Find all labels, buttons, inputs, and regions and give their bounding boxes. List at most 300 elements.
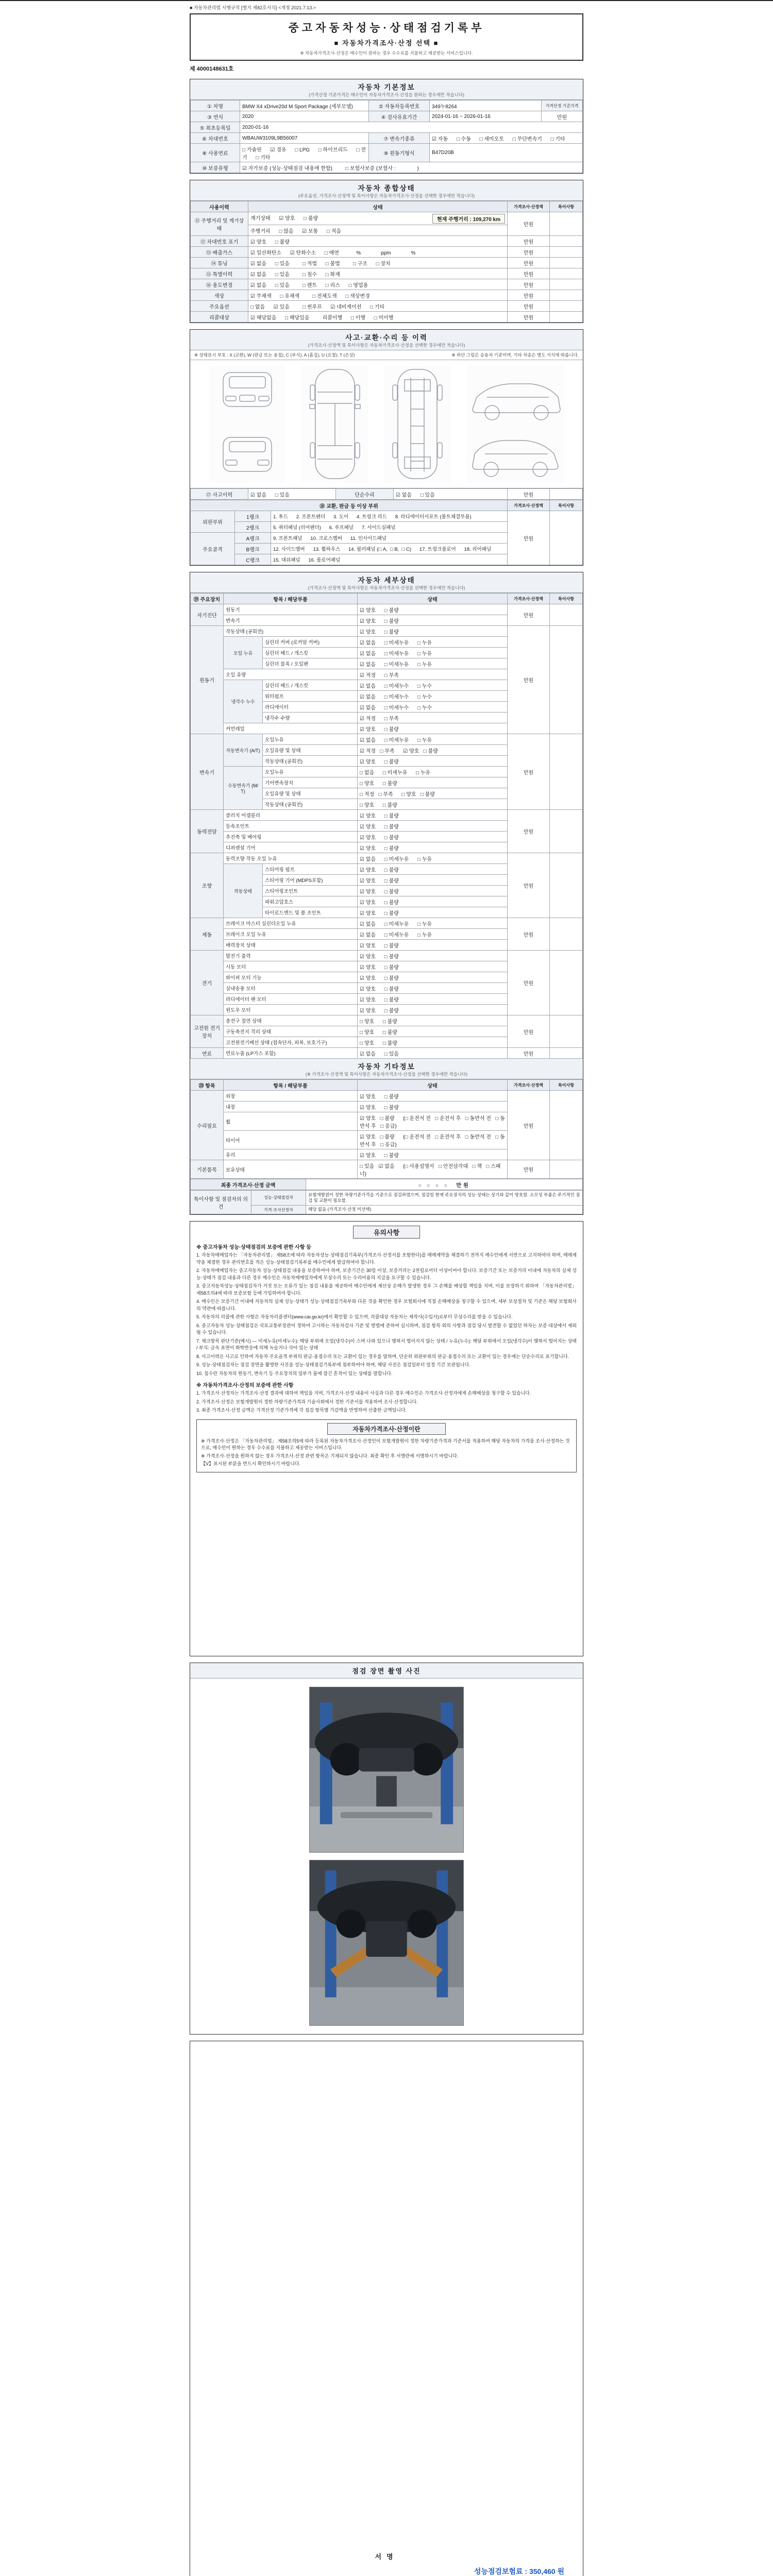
price-amount: 만원 [508, 1160, 550, 1179]
device-subgroup: 자동변속기 (A/T) [224, 734, 263, 767]
device-name: 제동 [191, 918, 224, 951]
device-row [191, 810, 583, 821]
overall-row [191, 268, 583, 279]
car-top-view-diagram [301, 365, 368, 483]
status-checkboxes [248, 212, 508, 225]
device-item: 오일유량 및 상태 [263, 788, 358, 799]
device-item: 유리 [224, 1149, 358, 1160]
device-item: 배력장치 상태 [224, 940, 358, 951]
status-checkboxes: ☑ 양호 □ 불량 [358, 604, 508, 615]
device-item: 작동상태 (공회전) [263, 756, 358, 767]
col-header: 특이사항 [550, 201, 583, 212]
status-checkboxes: ☑ 양호 □ 불량 [358, 961, 508, 972]
overall-row [191, 279, 583, 290]
basic-info-section [190, 79, 583, 174]
status-checkboxes: □ 있음 ☑ 없음 (□ 사용설명서 □ 안전삼각대 □ 잭 □ 스패너) [358, 1160, 508, 1179]
price-amount: 만원 [508, 1015, 550, 1048]
base-price-header: 가격산정 기준가격 [542, 100, 583, 111]
status-checkboxes: ☑ 없음 □ 미세누유 □ 누유 [358, 929, 508, 940]
price-amount: 만원 [508, 626, 550, 734]
table-row [191, 122, 583, 133]
device-item: 스티어링 펌프 [263, 864, 358, 875]
price-amount: 만원 [508, 511, 550, 565]
notice-paragraph: 3. 중고자동차성능·상태점검자가 거짓 또는 오류가 있는 점검 내용을 제공하여 매수인에게 재산상 손해가 발생한 경우 그 손해를 배상할 책임을 지며, 이를 보장하기 위하여 「자동차관리법」 제58조의4에 따라 보증보험 등에 가입하여야 합니다. [196, 1283, 577, 1296]
car-front-rear-diagram [209, 365, 286, 483]
remark-cell [550, 290, 583, 301]
device-item: 워터펌프 [263, 691, 358, 702]
notice-heading: ※ 자동차가격조사·산정의 보증에 관한 사항 [196, 1383, 294, 1389]
status-checkboxes: □ 양호 □ 불량 [358, 799, 508, 810]
device-item: 추진축 및 베어링 [224, 832, 358, 842]
section-note: (※ 가격조사·산정액 및 특이사항은 자동차가격조사·산정을 선택한 경우에만 적습니다) [305, 1072, 468, 1077]
row-label: 단순수리 [336, 489, 394, 500]
status-checkboxes: ☑ 일산화탄소 ☑ 탄화수소 □ 매연 % ppm % [248, 247, 508, 258]
photo-section [190, 1663, 583, 2035]
row-label: ⑰ 사고이력 [191, 489, 248, 500]
table-row [191, 144, 583, 162]
section-header [190, 79, 583, 100]
device-item: 냉각수 수량 [263, 713, 358, 723]
document-title: 중고자동차성능·상태점검기록부 [288, 22, 485, 34]
price-amount: 만원 [508, 290, 550, 301]
col-header: 가격조사·산정액 [508, 594, 550, 604]
col-header: 항목 / 해당부품 [224, 594, 358, 604]
row-label: ⑭ 튜닝 [191, 258, 248, 268]
notice-paragraph: 1. 자동차매매업자는 「자동차관리법」 제58조에 따라 자동차성능·상태점검기록부(가격조사·산정서를 포함한다)를 매매계약을 체결하기 전까지 매수인에게 서면으로 고지하여야 하며, 매매계약을 체결한 경우 관리번호를 적은 성능·상태점검기록부를 매수인에게 발급하여야 합니다. [196, 1252, 577, 1265]
device-item: 등속조인트 [224, 821, 358, 832]
device-item: 연료누출 (LP가스 포함) [224, 1048, 358, 1059]
status-checkboxes: □ 가솔린 ☑ 경유 □ LPG □ 하이브리드 □ 전기 □ 기타 [240, 144, 369, 162]
rank-label: C랭크 [235, 554, 271, 565]
device-item: 커먼레일 [224, 723, 358, 734]
device-row [191, 1048, 583, 1059]
status-checkboxes: ☑ 없음 □ 있음 □ 침수 □ 화재 [248, 268, 508, 279]
overall-row [191, 247, 583, 258]
inspector-comment: 해당 없음 (가격조사·산정 미선택) [306, 1205, 583, 1214]
remark-cell [550, 604, 583, 626]
panel-group-label: 주요골격 [191, 533, 235, 565]
inspection-photo-1 [309, 1687, 464, 1853]
exchange-header-row [191, 500, 583, 511]
table-row [191, 100, 583, 111]
overall-row [191, 290, 583, 301]
overall-row [191, 312, 583, 323]
row-label: ⑮ 특별이력 [191, 268, 248, 279]
status-checkboxes: ☑ 양호 □ 불량 [358, 940, 508, 951]
field-value: 2020 [240, 111, 369, 122]
device-row [191, 853, 583, 864]
overall-row [191, 212, 583, 225]
device-row [191, 734, 583, 745]
opinion-row [191, 1191, 583, 1206]
rank-label: A랭크 [235, 533, 271, 544]
signature-section [190, 2041, 583, 2576]
notice-paragraph: 6. 중고자동차 성능·상태점검은 국토교통부장관이 정하여 고시하는 자동차검사 기준 및 방법에 준하여 실시하며, 점검 항목 외의 사항과 점검 당시 발견할 수 없었던 하자는 보증 대상에서 제외될 수 있습니다. [196, 1323, 577, 1335]
remark-cell [550, 268, 583, 279]
device-item: 보유상태 [224, 1160, 358, 1179]
col-header: 특이사항 [550, 594, 583, 604]
price-amount: 만원 [508, 853, 550, 918]
status-checkboxes: ☑ 양호 □ 불량 [358, 1149, 508, 1160]
notice-paragraph: 8. 사고이력은 사고로 인하여 자동차 주요골격 부위의 판금·용접수리 또는 교환이 있는 경우를 말하며, 단순히 외판부위의 판금·용접수리 또는 교환이 있는 경우에는 단순수리로 표기합니다. [196, 1353, 569, 1359]
status-checkboxes: ☑ 무채색 □ 유채색 □ 전체도색 □ 색상변경 [248, 290, 508, 301]
overall-header-row [191, 201, 583, 212]
document [190, 1, 583, 2576]
notice-paragraphs [196, 1390, 577, 1414]
definition-title: 자동차가격조사·산정이란 [327, 1423, 446, 1435]
base-price-unit: 만원 [542, 111, 583, 122]
remark-cell [550, 212, 583, 236]
remark-cell [550, 853, 583, 918]
status-checkboxes: □ 양호 □ 불량 [358, 777, 508, 788]
notice-paragraph: 2. 가격조사·산정은 보험개발원이 정한 차량기준가격과 기술사회에서 정한 기준서를 적용하여 조사·산정합니다. [196, 1399, 418, 1404]
device-item: 고전원전기배선 상태 (접속단자, 피복, 보호기구) [224, 1037, 358, 1048]
definition-lines [201, 1438, 572, 1468]
section-header [190, 1059, 583, 1079]
device-item: 오일누유 [263, 734, 358, 745]
row-label: ⑪ 주행거리 및 계기상태 [191, 212, 248, 236]
field-label: ⑧ 사용연료 [191, 144, 240, 162]
col-header: 가격조사·산정액 [508, 1080, 550, 1091]
price-definition-box [196, 1419, 577, 1472]
remark-cell [550, 247, 583, 258]
remark-cell [550, 626, 583, 734]
device-item: 실린더 커버 (로커암 커버) [263, 637, 358, 648]
remark-cell [550, 1091, 583, 1160]
legend-note: ※ 하단 그림은 승용차 기준이며, 기타 차종은 별도 서식에 따릅니다. [451, 352, 579, 358]
device-name: 전기 [191, 951, 224, 1015]
section-title: 사고·교환·수리 등 이력 [345, 334, 428, 342]
panel-list: 9. 프론트패널 10. 크로스멤버 11. 인사이드패널 [271, 533, 508, 544]
definition-line: ※ 가격조사·산정을 원하지 않는 경우 가격조사·산정 관련 항목은 기재되지 않습니다. 최종 확인 후 서명란에 서명하시기 바랍니다. [201, 1453, 459, 1459]
status-checkboxes: ☑ 없음 □ 미세누유 □ 누유 [358, 853, 508, 864]
opinion-table [190, 1190, 583, 1214]
device-item: 디퍼렌셜 기어 [224, 842, 358, 853]
row-label: 리콜대상 [191, 312, 248, 323]
device-subgroup: 작동상태 [224, 864, 263, 918]
remark-cell [550, 918, 583, 951]
status-checkboxes: ☑ 양호 □ 불량 [358, 821, 508, 832]
device-row [191, 918, 583, 929]
field-label: ⑨ 원동기형식 [369, 144, 430, 162]
status-checkboxes: ☑ 해당없음 □ 해당있음 리콜이행 □ 이행 □ 미이행 [248, 312, 508, 323]
section-note: (가격조사·산정액 및 특이사항은 자동차가격조사·산정을 선택한 경우에만 적습니다) [308, 585, 465, 590]
price-amount: 만원 [508, 734, 550, 810]
overall-row [191, 258, 583, 268]
device-item: 변속기 [224, 615, 358, 626]
table-row [191, 133, 583, 144]
status-checkboxes: ☑ 양호 □ 불량 [358, 864, 508, 875]
status-checkboxes: □ 없음 ☑ 있음 □ 썬루프 ☑ 네비게이션 □ 기타 [248, 301, 508, 312]
col-header: 가격조사·산정액 [508, 500, 550, 511]
status-checkboxes: ☑ 없음 □ 미세누수 □ 누수 [358, 702, 508, 713]
remark-cell [550, 489, 583, 500]
status-checkboxes: ☑ 양호 □ 불량 [358, 1101, 508, 1112]
detail-condition-section [190, 572, 583, 1215]
car-diagrams [190, 360, 583, 488]
status-checkboxes: 주행거리 □ 많음 ☑ 보통 □ 적음 [248, 225, 508, 236]
status-checkboxes: ☑ 없음 □ 미세누유 □ 누유 [358, 918, 508, 929]
field-label: ③ 연식 [191, 111, 240, 122]
field-value: B47D20B [430, 144, 583, 162]
price-amount: 만원 [508, 312, 550, 323]
accident-history-section [190, 329, 583, 566]
status-checkboxes: ☑ 없음 □ 있음 □ 렌트 □ 리스 □ 영업용 [248, 279, 508, 290]
col-header: ⑳ 항목 [191, 1080, 224, 1091]
status-checkboxes: □ 양호 □ 불량 [358, 1037, 508, 1048]
final-price-label: 최종 가격조사·산정 금액 [191, 1179, 306, 1190]
remark-cell [550, 236, 583, 247]
status-checkboxes: ☑ 양호 □ 불량 [358, 842, 508, 853]
document-number: 제 4000148631호 [190, 66, 234, 72]
price-amount: 만원 [508, 279, 550, 290]
notice-paragraph: 7. 체크항목 판단기준(예시) — 미세누유(미세누수): 해당 부위에 오일(냉각수)이 스며 나와 있으나 맺혀서 떨어지지 않는 상태 / 누유(누수): 해당 부위에서 오일(냉각수)이 맺혀서 떨어지는 상태 / 부식: 금속 표면이 화학반응에 의해 녹슬거나 삭아 있는 상태 [196, 1338, 577, 1351]
field-label: ② 자동차등록번호 [369, 100, 430, 111]
device-item: 브레이크 오일 누유 [224, 929, 358, 940]
device-name: 조향 [191, 853, 224, 918]
col-header: 상태 [248, 201, 508, 212]
field-label: ⑦ 변속기종류 [369, 133, 430, 144]
status-checkboxes: ☑ 양호 □ 불량 [358, 886, 508, 896]
col-header: ⑲ 주요장치 [191, 594, 224, 604]
notice-heading: ※ 중고자동차 성능·상태점검의 보증에 관한 사항 등 [196, 1245, 311, 1251]
inspection-premium: 성능점검보험료 : 350,460 원 [474, 2567, 564, 2576]
status-checkboxes: ☑ 양호 □ 불량 [358, 810, 508, 821]
overall-row [191, 236, 583, 247]
row-label: 주요옵션 [191, 301, 248, 312]
status-checkboxes: ☑ 적정 □ 부족 ☑ 양호 □ 불량 [358, 745, 508, 756]
device-name: 연료 [191, 1048, 224, 1059]
device-item: 스티어링 기어 (MDPS포함) [263, 875, 358, 886]
rank-label: B랭크 [235, 544, 271, 554]
rank-row [191, 511, 583, 522]
panel-group-label: 외판부위 [191, 511, 235, 533]
status-text: 계기상태 ☑ 양호 □ 불량 [250, 215, 318, 222]
device-item: 오일누유 [263, 767, 358, 777]
section-title: 자동차 기본정보 [358, 83, 415, 91]
status-checkboxes: □ 양호 □ 불량 [358, 1015, 508, 1026]
device-item: 휠 [224, 1112, 358, 1131]
inspection-photo-2 [309, 1860, 464, 2026]
device-item: 라디에이터 [263, 702, 358, 713]
device-item: 실린더 블록 / 오일팬 [263, 658, 358, 669]
inspector-role: 성능·상태점검자 [251, 1191, 306, 1206]
detail-table [190, 593, 583, 1059]
col-header: 상태 [358, 594, 508, 604]
document-header [190, 13, 583, 61]
status-checkboxes: ☑ 없음 □ 미세누수 □ 누수 [358, 691, 508, 702]
device-item: 시동 모터 [224, 961, 358, 972]
diagram-legend [190, 350, 583, 360]
device-name: 기본품목 [191, 1160, 224, 1179]
price-amount: 만원 [508, 301, 550, 312]
signature-label: 서명 [375, 2553, 398, 2561]
opinion-label: 특이사항 및 점검자의 의견 [191, 1191, 251, 1214]
device-item: 스티어링조인트 [263, 886, 358, 896]
price-amount: 만원 [508, 247, 550, 258]
notice-paragraph: 5. 자동차의 리콜에 관한 사항은 자동차리콜센터(www.car.go.kr)에서 확인할 수 있으며, 리콜대상 자동차는 제작사(수입사)로부터 무상수리를 받을 수 있습니다. [196, 1314, 513, 1320]
status-checkboxes: ☑ 양호 □ 불량 [358, 994, 508, 1005]
field-label: ① 차명 [191, 100, 240, 111]
field-value: WBAUW3109L9B56007 [240, 133, 369, 144]
definition-line: ※ 가격조사·산정은 「자동차관리법」 제58조의5에 따라 등록된 자동차가격조사·산정인이 보험개발원이 정한 차량기준가격과 기준서를 적용하여 해당 자동차의 가격을 조사·산정하는 것으로, 매수인이 원하는 경우 수수료를 지불하고 제공받는 서비스입니다. [201, 1438, 570, 1451]
device-name: 고전원 전기장치 [191, 1015, 224, 1048]
device-name: 자기진단 [191, 604, 224, 626]
status-checkboxes: ☑ 없음 □ 있음 [248, 489, 336, 500]
notice-paragraphs [196, 1252, 577, 1377]
panel-list: 15. 대쉬패널 16. 플로어패널 [271, 554, 508, 565]
price-amount: 만원 [508, 1048, 550, 1059]
notice-paragraph: 4. 매수인은 보증기간 이내에 자동차의 실제 성능·상태가 성능·상태점검기록부와 다른 것을 확인한 경우 보험회사에 직접 손해배상을 청구할 수 있으며, 세부 보상절차 및 기준은 해당 보험회사의 약관에 따릅니다. [196, 1299, 577, 1311]
device-item: 오일 유량 [224, 669, 358, 680]
overall-table [190, 201, 583, 323]
device-item: 작동상태 (공회전) [263, 799, 358, 810]
status-checkboxes: ☑ 없음 □ 미세누유 □ 누유 [358, 658, 508, 669]
remark-cell [550, 810, 583, 853]
device-subgroup: 냉각수 누수 [224, 680, 263, 723]
panel-list: 5. 쿼터패널 (리어펜더) 6. 루프패널 7. 사이드실패널 [271, 522, 508, 533]
section-note: (주요옵션, 가격조사·산정액 및 특이사항은 자동차가격조사·산정을 선택한 경우에만 적습니다) [298, 193, 475, 198]
section-title: 자동차 기타정보 [358, 1063, 415, 1071]
status-checkboxes: ☑ 양호 □ 불량 [358, 875, 508, 886]
field-value: 349누8264 [430, 100, 542, 111]
inspector-role: 가격·조사산정자 [251, 1205, 306, 1214]
col-header: 항목 / 해당부품 [224, 1080, 358, 1091]
status-checkboxes: ☑ 적정 □ 부족 [358, 669, 508, 680]
remark-cell [550, 1160, 583, 1179]
price-amount: 만원 [508, 268, 550, 279]
device-item: 동력조향 작동 오일 누유 [224, 853, 358, 864]
remark-cell [550, 511, 583, 565]
price-amount: 만원 [508, 212, 550, 236]
photo-list [190, 1679, 583, 2034]
exchange-table [190, 500, 583, 565]
device-item: 타이어 [224, 1131, 358, 1149]
price-amount: 만원 [508, 236, 550, 247]
status-checkboxes: ☑ 양호 □ 불량 [358, 896, 508, 907]
status-checkboxes: ☑ 양호 □ 불량 [358, 907, 508, 918]
row-label: ⑯ 용도변경 [191, 279, 248, 290]
car-side-views-diagram [466, 365, 564, 483]
status-checkboxes: ☑ 양호 □ 불량 [358, 972, 508, 983]
price-amount: 만원 [508, 918, 550, 951]
device-name: 수리필요 [191, 1091, 224, 1160]
status-checkboxes: ☑ 없음 □ 미세누유 □ 누유 [358, 637, 508, 648]
field-value: 2020-01-16 [240, 122, 583, 133]
device-name: 원동기 [191, 626, 224, 734]
field-value: BMW X4 xDrive20d M Sport Package (세부모델) [240, 100, 369, 111]
device-item: 실린더 헤드 / 개스킷 [263, 680, 358, 691]
row-label: ⑫ 차대번호 표기 [191, 236, 248, 247]
exchange-title: ⑱ 교환, 판금 등 이상 부위 [191, 500, 508, 511]
section-header [190, 180, 583, 201]
panel-list: 12. 사이드멤버 13. 휠하우스 14. 필러패널 (□ A, □ B, □ C) 17. 트렁크플로어 18. 리어패널 [271, 544, 508, 554]
section-note: (가격산정 기준가격은 매수인이 자동차가격조사·산정을 원하는 경우에만 적습니다) [309, 92, 464, 97]
device-subgroup: 수동변속기 (M/T) [224, 767, 263, 810]
basic-info-table [190, 100, 583, 173]
device-row [191, 1015, 583, 1026]
status-checkboxes: □ 적정 □ 부족 □ 양호 □ 불량 [358, 788, 508, 799]
inspector-comment: 보험개발원이 정한 차량기준가격을 기준으로 점검하였으며, 점검일 현재 주요장치의 성능·상태는 상기와 같이 양호함. 소모성 부품은 주기적인 점검 및 교환이 필요함. [306, 1191, 583, 1206]
section-note: (가격조사·산정액 및 특이사항은 자동차가격조사·산정을 선택한 경우에만 적습니다) [308, 343, 465, 348]
overall-condition-section [190, 180, 583, 323]
status-checkboxes: ☑ 양호 □ 불량 [358, 951, 508, 961]
device-row [191, 951, 583, 961]
section-title: 자동차 종합상태 [358, 184, 415, 192]
col-header: 가격조사·산정액 [508, 201, 550, 212]
row-label: 색상 [191, 290, 248, 301]
status-checkboxes: ☑ 없음 □ 미세누유 □ 누유 [358, 734, 508, 745]
device-item: 오일유량 및 상태 [263, 745, 358, 756]
remark-cell [550, 312, 583, 323]
status-checkboxes: □ 없음 □ 미세누유 □ 누유 [358, 767, 508, 777]
remark-cell [550, 1048, 583, 1059]
device-name: 동력전달 [191, 810, 224, 853]
device-item: 충전구 절연 상태 [224, 1015, 358, 1026]
document-subtitle: ■ 자동차가격조사·산정 선택 ■ [334, 39, 439, 47]
status-checkboxes: ☑ 양호 □ 불량 [358, 832, 508, 842]
status-checkboxes: ☑ 양호 □ 불량 [358, 723, 508, 734]
device-item: 클러치 어셈블리 [224, 810, 358, 821]
status-checkboxes: ☑ 양호 □ 불량 [358, 1091, 508, 1101]
price-amount: 만원 [508, 951, 550, 1015]
status-checkboxes: ☑ 적정 □ 부족 [358, 713, 508, 723]
col-header: 사용이력 [191, 201, 248, 212]
field-label: ⑥ 차대번호 [191, 133, 240, 144]
car-underbody-diagram [384, 365, 451, 483]
price-amount: 만원 [508, 810, 550, 853]
status-checkboxes: ☑ 없음 □ 미세누유 □ 누유 [358, 648, 508, 658]
field-label: ⑩ 보증유형 [191, 162, 240, 173]
final-price-table [190, 1179, 583, 1190]
notice-section [190, 1221, 583, 1656]
detail-header-row [191, 594, 583, 604]
device-item: 와이퍼 모터 기능 [224, 972, 358, 983]
price-amount: 만원 [508, 1091, 550, 1160]
accident-table [190, 488, 583, 500]
device-item: 구동축전지 격리 상태 [224, 1026, 358, 1037]
panel-list: 1. 후드 2. 프론트펜더 3. 도어 4. 트렁크 리드 8. 라디에이터서포트 (볼트체결부품) [271, 511, 508, 522]
etc-table [190, 1079, 583, 1179]
photo-section-title: 점검 장면 촬영 사진 [190, 1663, 583, 1679]
device-item: 타이로드엔드 및 볼 조인트 [263, 907, 358, 918]
status-checkboxes: ☑ 양호 □ 불량 [358, 615, 508, 626]
price-amount: 만원 [508, 258, 550, 268]
status-checkboxes: ☑ 자동 □ 수동 □ 세미오토 □ 무단변속기 □ 기타 [430, 133, 583, 144]
notice-paragraph: 2. 자동차매매업자는 중고자동차 성능·상태점검 내용을 보증하여야 하며, 보증기간은 30일 이상, 보증거리는 2천킬로미터 이상이어야 합니다. 보증기간 또는 보증거리 이내에 자동차의 실제 성능·상태가 점검 내용과 다른 경우 매수인은 자동차매매업자에게 무상수리 또는 수리비용의 지급을 요구할 수 있습니다. [196, 1268, 577, 1280]
device-name: 변속기 [191, 734, 224, 810]
remark-cell [550, 301, 583, 312]
col-header: 특이사항 [550, 1080, 583, 1091]
device-item: 발전기 출력 [224, 951, 358, 961]
device-item: 파워고압호스 [263, 896, 358, 907]
status-checkboxes: ☑ 없음 □ 있음 □ 적법 □ 불법 □ 구조 □ 장치 [248, 258, 508, 268]
rank-label: 1랭크 [235, 511, 271, 522]
field-label: ⑤ 최초등록일 [191, 122, 240, 133]
status-checkboxes: ☑ 없음 □ 있음 [394, 489, 508, 500]
device-item: 윈도우 모터 [224, 1005, 358, 1015]
price-amount: 만원 [508, 604, 550, 626]
status-checkboxes: ☑ 양호 □ 불량 [358, 626, 508, 637]
device-row [191, 604, 583, 615]
row-label: ⑬ 배출가스 [191, 247, 248, 258]
title-note: ※ 자동차가격조사·산정은 매수인이 원하는 경우 수수료를 지불하고 제공받는 서비스입니다. [300, 50, 473, 56]
table-row [191, 162, 583, 173]
form-reference: ■ 자동차관리법 시행규칙 [별지 제82호서식] <개정 2021.7.13.> [190, 5, 316, 10]
status-checkboxes: ☑ 없음 □ 미세누수 □ 누수 [358, 680, 508, 691]
rank-label: 2랭크 [235, 522, 271, 533]
mileage-box: 현재 주행거리 : 109,270 km [432, 214, 505, 224]
